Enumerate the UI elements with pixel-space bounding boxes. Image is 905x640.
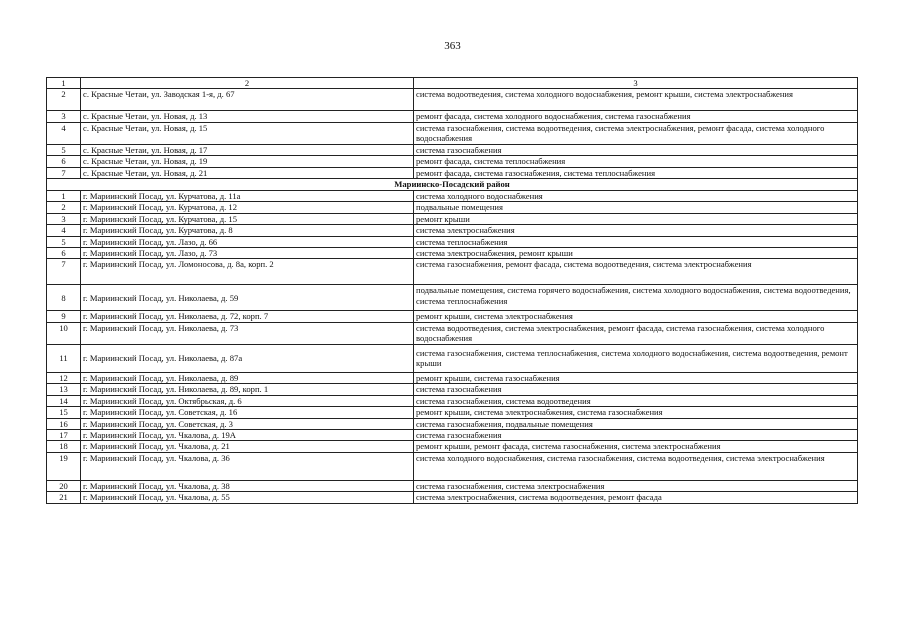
table-row — [47, 156, 858, 167]
row-number: 2 — [47, 202, 81, 213]
row-works: система газоснабжения — [414, 144, 858, 155]
table-row — [47, 384, 858, 395]
header-row — [47, 78, 858, 89]
row-works: ремонт фасада, система холодного водоснабжения, система газоснабжения — [414, 111, 858, 122]
row-address: г. Мариинский Посад, ул. Николаева, д. 87а — [81, 344, 414, 372]
table-row — [47, 89, 858, 111]
row-works: система газоснабжения — [414, 384, 858, 395]
section-row — [47, 179, 858, 191]
row-works: система газоснабжения, система электроснабжения — [414, 480, 858, 491]
table-row — [47, 248, 858, 259]
row-works: система газоснабжения, система теплоснабжения, система холодного водоснабжения, система водоотведения, ремонт крыши — [414, 344, 858, 372]
row-number: 2 — [47, 89, 81, 111]
row-number: 18 — [47, 441, 81, 452]
row-address: с. Красные Четаи, ул. Заводская 1-я, д. 67 — [81, 89, 414, 111]
row-number: 3 — [47, 111, 81, 122]
row-works: подвальные помещения, система горячего водоснабжения, система холодного водоснабжения, система водоотведения, система теплоснабжения — [414, 285, 858, 311]
row-works: система теплоснабжения — [414, 236, 858, 247]
table-row — [47, 191, 858, 202]
row-works: ремонт фасада, система газоснабжения, система теплоснабжения — [414, 167, 858, 178]
row-address: г. Мариинский Посад, ул. Советская, д. 16 — [81, 407, 414, 418]
row-address: г. Мариинский Посад, ул. Чкалова, д. 38 — [81, 480, 414, 491]
table-row — [47, 202, 858, 213]
row-address: г. Мариинский Посад, ул. Курчатова, д. 15 — [81, 213, 414, 224]
row-number: 11 — [47, 344, 81, 372]
row-works: система газоснабжения, ремонт фасада, система водоотведения, система электроснабжения — [414, 259, 858, 285]
row-number: 21 — [47, 492, 81, 503]
row-works: подвальные помещения — [414, 202, 858, 213]
table-row — [47, 167, 858, 178]
table-row — [47, 322, 858, 344]
row-works: ремонт крыши, ремонт фасада, система газоснабжения, система электроснабжения — [414, 441, 858, 452]
row-number: 17 — [47, 429, 81, 440]
row-address: с. Красные Четаи, ул. Новая, д. 13 — [81, 111, 414, 122]
table-row — [47, 225, 858, 236]
row-number: 5 — [47, 144, 81, 155]
row-number: 7 — [47, 259, 81, 285]
row-address: г. Мариинский Посад, ул. Курчатова, д. 11а — [81, 191, 414, 202]
row-works: ремонт крыши, система газоснабжения — [414, 372, 858, 383]
row-address: г. Мариинский Посад, ул. Ломоносова, д. 8а, корп. 2 — [81, 259, 414, 285]
row-number: 1 — [47, 191, 81, 202]
row-number: 15 — [47, 407, 81, 418]
row-number: 3 — [47, 213, 81, 224]
table-row — [47, 441, 858, 452]
row-number: 13 — [47, 384, 81, 395]
row-address: г. Мариинский Посад, ул. Чкалова, д. 19А — [81, 429, 414, 440]
row-works: система электроснабжения — [414, 225, 858, 236]
header-cell-3: 3 — [414, 78, 858, 89]
row-number: 7 — [47, 167, 81, 178]
row-number: 4 — [47, 225, 81, 236]
row-address: г. Мариинский Посад, ул. Чкалова, д. 55 — [81, 492, 414, 503]
table-row — [47, 122, 858, 144]
table-row — [47, 480, 858, 491]
row-number: 9 — [47, 311, 81, 322]
row-address: г. Мариинский Посад, ул. Николаева, д. 89 — [81, 372, 414, 383]
table-row — [47, 213, 858, 224]
table-row — [47, 236, 858, 247]
table-row — [47, 407, 858, 418]
row-number: 12 — [47, 372, 81, 383]
row-works: ремонт крыши, система электроснабжения — [414, 311, 858, 322]
table-row — [47, 418, 858, 429]
row-address: с. Красные Четаи, ул. Новая, д. 21 — [81, 167, 414, 178]
row-works: система газоснабжения, система водоотведения, система электроснабжения, ремонт фасада, система холодного водоснабжения — [414, 122, 858, 144]
row-address: г. Мариинский Посад, ул. Чкалова, д. 36 — [81, 452, 414, 480]
row-works: система холодного водоснабжения, система газоснабжения, система водоотведения, система электроснабжения — [414, 452, 858, 480]
row-address: г. Мариинский Посад, ул. Николаева, д. 59 — [81, 285, 414, 311]
table-row — [47, 452, 858, 480]
row-works: ремонт крыши, система электроснабжения, система газоснабжения — [414, 407, 858, 418]
row-works: ремонт крыши — [414, 213, 858, 224]
page-number: 363 — [444, 40, 461, 52]
table-row — [47, 311, 858, 322]
row-address: г. Мариинский Посад, ул. Лазо, д. 66 — [81, 236, 414, 247]
row-number: 8 — [47, 285, 81, 311]
row-number: 10 — [47, 322, 81, 344]
row-works: система водоотведения, система электроснабжения, ремонт фасада, система газоснабжения, система холодного водоснабжения — [414, 322, 858, 344]
table-row — [47, 395, 858, 406]
header-cell-2: 2 — [81, 78, 414, 89]
table-row — [47, 429, 858, 440]
row-address: г. Мариинский Посад, ул. Лазо, д. 73 — [81, 248, 414, 259]
row-address: г. Мариинский Посад, ул. Октябрьская, д. 6 — [81, 395, 414, 406]
row-works: система электроснабжения, система водоотведения, ремонт фасада — [414, 492, 858, 503]
row-number: 5 — [47, 236, 81, 247]
row-works: система холодного водоснабжения — [414, 191, 858, 202]
row-address: г. Мариинский Посад, ул. Николаева, д. 89, корп. 1 — [81, 384, 414, 395]
row-works: система электроснабжения, ремонт крыши — [414, 248, 858, 259]
row-address: г. Мариинский Посад, ул. Курчатова, д. 8 — [81, 225, 414, 236]
table-row — [47, 144, 858, 155]
row-address: г. Мариинский Посад, ул. Николаева, д. 72, корп. 7 — [81, 311, 414, 322]
row-address: с. Красные Четаи, ул. Новая, д. 17 — [81, 144, 414, 155]
row-number: 20 — [47, 480, 81, 491]
table-row — [47, 492, 858, 503]
table-row — [47, 372, 858, 383]
row-address: с. Красные Четаи, ул. Новая, д. 19 — [81, 156, 414, 167]
row-works: система водоотведения, система холодного водоснабжения, ремонт крыши, система электроснабжения — [414, 89, 858, 111]
row-works: система газоснабжения, подвальные помещения — [414, 418, 858, 429]
header-cell-1: 1 — [47, 78, 81, 89]
row-works: система газоснабжения — [414, 429, 858, 440]
table-row — [47, 111, 858, 122]
row-address: г. Мариинский Посад, ул. Курчатова, д. 12 — [81, 202, 414, 213]
section-title: Мариинско-Посадский район — [47, 179, 858, 191]
row-address: г. Мариинский Посад, ул. Советская, д. 3 — [81, 418, 414, 429]
row-number: 6 — [47, 248, 81, 259]
row-number: 19 — [47, 452, 81, 480]
table-row — [47, 344, 858, 372]
row-works: ремонт фасада, система теплоснабжения — [414, 156, 858, 167]
works-table — [46, 77, 858, 504]
table-row — [47, 259, 858, 285]
row-address: г. Мариинский Посад, ул. Николаева, д. 73 — [81, 322, 414, 344]
row-number: 4 — [47, 122, 81, 144]
row-number: 6 — [47, 156, 81, 167]
row-works: система газоснабжения, система водоотведения — [414, 395, 858, 406]
row-number: 16 — [47, 418, 81, 429]
row-number: 14 — [47, 395, 81, 406]
table-row — [47, 285, 858, 311]
row-address: с. Красные Четаи, ул. Новая, д. 15 — [81, 122, 414, 144]
row-address: г. Мариинский Посад, ул. Чкалова, д. 21 — [81, 441, 414, 452]
